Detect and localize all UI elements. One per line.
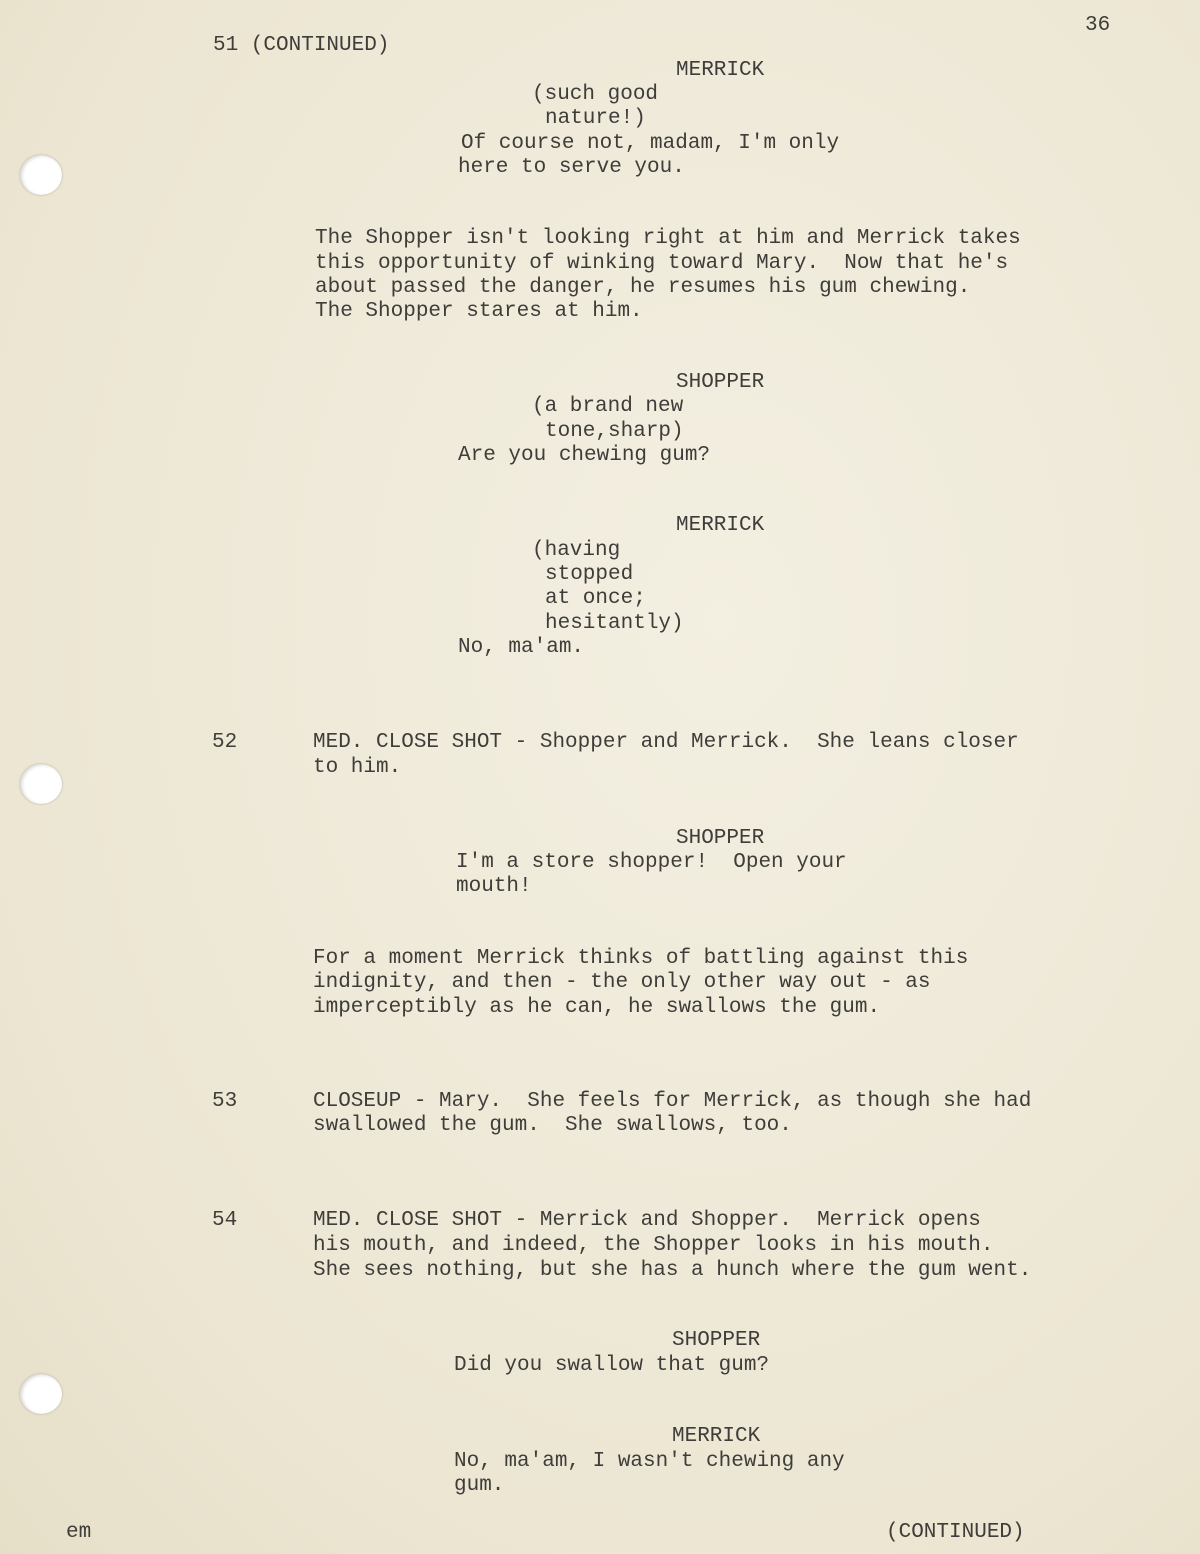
character-name: SHOPPER xyxy=(672,1329,761,1352)
parenthetical: nature!) xyxy=(545,107,646,130)
parenthetical: (such good xyxy=(532,83,659,106)
parenthetical: hesitantly) xyxy=(545,612,684,635)
dialogue-line: Of course not, madam, I'm only xyxy=(461,132,840,155)
action-line: to him. xyxy=(313,756,402,779)
parenthetical: at once; xyxy=(545,587,646,610)
parenthetical: (having xyxy=(532,539,621,562)
dialogue-line: I'm a store shopper! Open your xyxy=(456,851,847,874)
action-line: She sees nothing, but she has a hunch where the gum went. xyxy=(313,1259,1032,1282)
character-name: MERRICK xyxy=(676,59,765,82)
dialogue-line: No, ma'am, I wasn't chewing any xyxy=(454,1450,845,1473)
scene-heading: CLOSEUP - Mary. She feels for Merrick, as though she had xyxy=(313,1090,1032,1113)
character-name: SHOPPER xyxy=(676,371,765,394)
action-line: For a moment Merrick thinks of battling against this xyxy=(313,947,969,970)
scene-number: 52 xyxy=(212,731,238,754)
character-name: MERRICK xyxy=(672,1425,761,1448)
character-name: MERRICK xyxy=(676,514,765,537)
action-line: swallowed the gum. She swallows, too. xyxy=(313,1114,792,1137)
parenthetical: stopped xyxy=(545,563,634,586)
character-name: SHOPPER xyxy=(676,827,765,850)
dialogue-line: Did you swallow that gum? xyxy=(454,1354,770,1377)
binder-hole xyxy=(20,764,62,804)
parenthetical: (a brand new xyxy=(532,395,684,418)
continued-header: 51 (CONTINUED) xyxy=(213,34,390,57)
scene-heading: MED. CLOSE SHOT - Merrick and Shopper. Merrick opens xyxy=(313,1209,981,1232)
scene-number: 54 xyxy=(212,1209,238,1232)
parenthetical: tone,sharp) xyxy=(545,420,684,443)
scene-number: 53 xyxy=(212,1090,238,1113)
page-number: 36 xyxy=(1085,14,1111,37)
action-line: about passed the danger, he resumes his gum chewing. xyxy=(315,276,971,299)
action-line: his mouth, and indeed, the Shopper looks in his mouth. xyxy=(313,1234,994,1257)
typist-initials: em xyxy=(66,1521,92,1544)
action-line: The Shopper stares at him. xyxy=(315,300,643,323)
action-line: imperceptibly as he can, he swallows the gum. xyxy=(313,996,881,1019)
action-line: this opportunity of winking toward Mary. Now that he's xyxy=(315,252,1009,275)
binder-hole xyxy=(20,155,62,195)
dialogue-line: mouth! xyxy=(456,875,532,898)
binder-hole xyxy=(20,1374,62,1414)
dialogue-line: No, ma'am. xyxy=(458,636,585,659)
action-line: indignity, and then - the only other way out - as xyxy=(313,971,931,994)
dialogue-line: here to serve you. xyxy=(458,156,685,179)
action-line: The Shopper isn't looking right at him and Merrick takes xyxy=(315,227,1021,250)
scene-heading: MED. CLOSE SHOT - Shopper and Merrick. She leans closer xyxy=(313,731,1019,754)
continued-footer: (CONTINUED) xyxy=(886,1521,1025,1544)
dialogue-line: Are you chewing gum? xyxy=(458,444,711,467)
dialogue-line: gum. xyxy=(454,1474,505,1497)
